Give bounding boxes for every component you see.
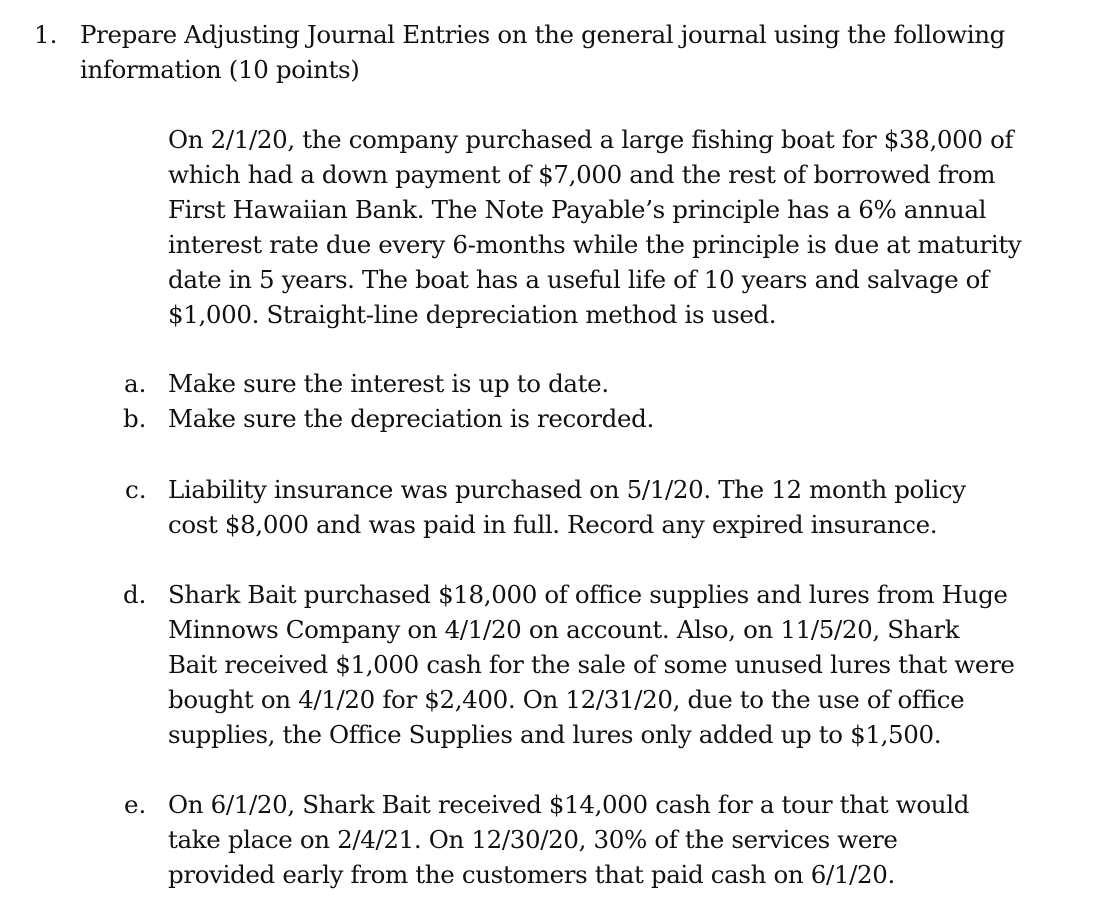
item-d-line: Shark Bait purchased $18,000 of office supplies and lures from Huge [168,580,1008,609]
question-text-line: information (10 points) [80,55,360,84]
question-number: 1. [34,20,58,49]
question-text-line: Prepare Adjusting Journal Entries on the general journal using the following [80,20,1005,49]
intro-line: On 2/1/20, the company purchased a large fishing boat for $38,000 of [168,125,1014,154]
intro-line: which had a down payment of $7,000 and the rest of borrowed from [168,160,996,189]
item-letter-a: a. [124,369,147,398]
item-letter-b: b. [123,404,147,433]
item-e-line: provided early from the customers that paid cash on 6/1/20. [168,860,895,889]
item-letter-d: d. [123,580,147,609]
intro-line: First Hawaiian Bank. The Note Payable’s principle has a 6% annual [168,195,987,224]
item-letter-c: c. [125,475,147,504]
item-d-line: Minnows Company on 4/1/20 on account. Also, on 11/5/20, Shark [168,615,960,644]
item-a-line: Make sure the interest is up to date. [168,369,609,398]
intro-line: date in 5 years. The boat has a useful life of 10 years and salvage of [168,265,989,294]
item-d-line: supplies, the Office Supplies and lures only added up to $1,500. [168,720,942,749]
item-c-line: cost $8,000 and was paid in full. Record any expired insurance. [168,510,938,539]
item-b-line: Make sure the depreciation is recorded. [168,404,654,433]
intro-line: interest rate due every 6-months while the principle is due at maturity [168,230,1022,259]
item-d-line: bought on 4/1/20 for $2,400. On 12/31/20, due to the use of office [168,685,965,714]
item-d-line: Bait received $1,000 cash for the sale of some unused lures that were [168,650,1015,679]
item-letter-e: e. [124,790,147,819]
intro-line: $1,000. Straight-line depreciation method is used. [168,300,777,329]
item-e-line: take place on 2/4/21. On 12/30/20, 30% of the services were [168,825,898,854]
item-c-line: Liability insurance was purchased on 5/1/20. The 12 month policy [168,475,966,504]
item-e-line: On 6/1/20, Shark Bait received $14,000 cash for a tour that would [168,790,970,819]
